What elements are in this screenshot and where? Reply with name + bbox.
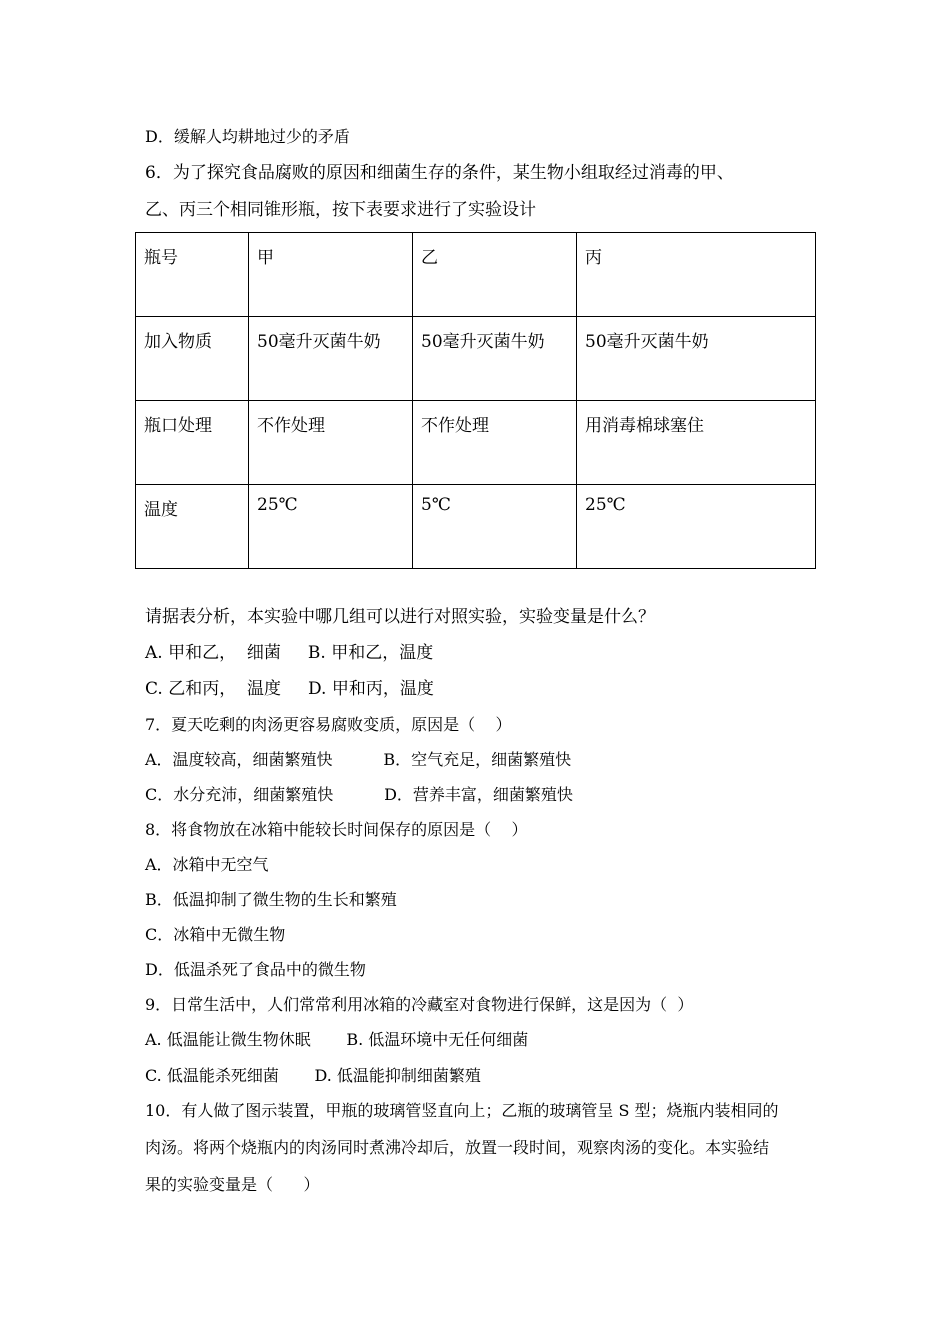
table-cell: 50毫升灭菌牛奶: [249, 317, 413, 401]
question-10-stem: 10．有人做了图示装置，甲瓶的玻璃管竖直向上；乙瓶的玻璃管呈 S 型；烧瓶内装相同的: [145, 1101, 779, 1120]
table-row: [136, 401, 816, 485]
table-row: [136, 317, 816, 401]
table-cell: 温度: [136, 485, 249, 569]
q8-option-b: B．低温抑制了微生物的生长和繁殖: [145, 890, 397, 909]
table-cell: 瓶口处理: [136, 401, 249, 485]
option-d-q5: D．缓解人均耕地过少的矛盾: [145, 127, 350, 146]
table-cell: 5℃: [413, 485, 577, 569]
q9-options-cd: C. 低温能杀死细菌 D. 低温能抑制细菌繁殖: [145, 1066, 481, 1085]
table-cell: 不作处理: [249, 401, 413, 485]
table-cell: 25℃: [577, 485, 816, 569]
question-7-stem: 7．夏天吃剩的肉汤更容易腐败变质，原因是（ ）: [145, 715, 512, 734]
table-cell: 不作处理: [413, 401, 577, 485]
q7-options-cd: C．水分充沛，细菌繁殖快 D．营养丰富，细菌繁殖快: [145, 785, 573, 804]
table-cell: 50毫升灭菌牛奶: [577, 317, 816, 401]
table-cell: 丙: [577, 233, 816, 317]
table-cell: 50毫升灭菌牛奶: [413, 317, 577, 401]
q8-option-d: D．低温杀死了食品中的微生物: [145, 960, 366, 979]
q6-options-cd: C. 乙和丙， 温度 D. 甲和丙，温度: [145, 679, 434, 699]
table-row: [136, 485, 816, 569]
question-10-stem-end: 果的实验变量是（ ）: [145, 1175, 320, 1194]
question-6-stem: 6．为了探究食品腐败的原因和细菌生存的条件，某生物小组取经过消毒的甲、: [145, 163, 734, 183]
q8-option-c: C．冰箱中无微生物: [145, 925, 286, 944]
table-cell: 瓶号: [136, 233, 249, 317]
table-cell: 用消毒棉球塞住: [577, 401, 816, 485]
q9-options-ab: A. 低温能让微生物休眠 B. 低温环境中无任何细菌: [145, 1030, 529, 1049]
q6-options-ab: A. 甲和乙， 细菌 B. 甲和乙，温度: [145, 643, 434, 663]
table-cell: 甲: [249, 233, 413, 317]
table-cell: 乙: [413, 233, 577, 317]
question-10-stem-cont: 肉汤。将两个烧瓶内的肉汤同时煮沸冷却后，放置一段时间，观察肉汤的变化。本实验结: [145, 1138, 770, 1157]
q8-option-a: A．冰箱中无空气: [145, 855, 269, 874]
table-cell: 加入物质: [136, 317, 249, 401]
experiment-table: [135, 232, 816, 569]
table-cell: 25℃: [249, 485, 413, 569]
table-row: [136, 233, 816, 317]
question-6-stem-cont: 乙、丙三个相同锥形瓶，按下表要求进行了实验设计: [145, 200, 536, 220]
q7-options-ab: A．温度较高，细菌繁殖快 B．空气充足，细菌繁殖快: [145, 750, 572, 769]
question-8-stem: 8．将食物放在冰箱中能较长时间保存的原因是（ ）: [145, 820, 528, 839]
question-9-stem: 9．日常生活中，人们常常利用冰箱的冷藏室对食物进行保鲜，这是因为（ ）: [145, 995, 694, 1014]
question-6-prompt: 请据表分析，本实验中哪几组可以进行对照实验，实验变量是什么？: [145, 607, 655, 627]
